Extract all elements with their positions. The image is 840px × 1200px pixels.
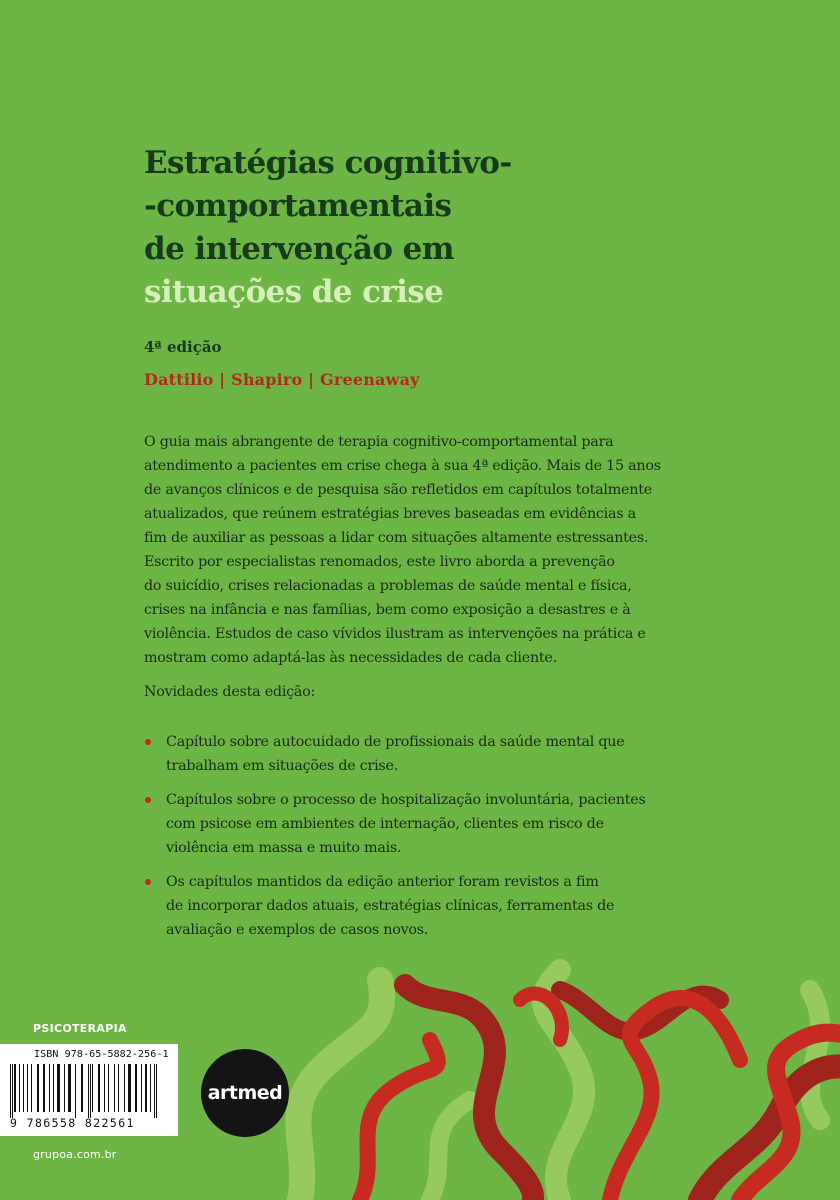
description-line: crises na infância e nas famílias, bem como exposição a desastres e à [144,602,631,618]
news-heading: Novidades desta edição: [144,684,316,700]
barcode-bar [57,1064,60,1112]
description [144,430,834,670]
barcode-bar [19,1064,20,1112]
list-item-line: avaliação e exemplos de casos novos. [166,922,429,938]
description-line: fim de auxiliar as pessoas a lidar com situações altamente estressantes. [144,530,649,546]
barcode-bar [27,1064,28,1112]
title-line-2: -comportamentais [144,188,452,224]
list-item [144,870,834,942]
barcode-bar [37,1064,39,1112]
list-item-line: trabalham em situações de crise. [166,758,399,774]
barcode-bar [75,1064,76,1118]
isbn-text: ISBN 978-65-5882-256-1 [34,1049,169,1060]
list-item-line: com psicose em ambientes de internação, clientes em risco de [166,816,604,832]
barcode-bar [150,1064,151,1112]
barcode-bar [92,1064,93,1112]
description-line: O guia mais abrangente de terapia cognitivo-comportamental para [144,434,614,450]
description-line: atualizados, que reúnem estratégias breves baseadas em evidências a [144,506,636,522]
category-label: PSICOTERAPIA [33,1022,127,1035]
list-item-line: violência em massa e muito mais. [166,840,402,856]
wave-light-green-4 [430,1100,470,1200]
barcode-bar [10,1064,11,1118]
barcode-bar [98,1064,100,1112]
description-line: Escrito por especialistas renomados, este livro aborda a prevenção [144,554,615,570]
description-line: atendimento a pacientes em crise chega à sua 4ª edição. Mais de 15 anos [144,458,661,474]
website-text: grupoa.com.br [33,1148,117,1161]
barcode-bar [156,1064,157,1118]
barcode-bar [12,1064,13,1118]
barcode-bar [108,1064,109,1112]
barcode-bar [104,1064,105,1112]
barcode-bar [90,1064,91,1118]
barcode-bar [68,1064,71,1112]
barcode-bar [124,1064,125,1112]
list-item-line: Capítulos sobre o processo de hospitalização involuntária, pacientes [166,792,646,808]
description-line: do suicídio, crises relacionadas a problemas de saúde mental e física, [144,578,632,594]
barcode-bar [23,1064,24,1112]
barcode-bar [64,1064,65,1112]
bullet-dot-icon [145,879,151,885]
barcode-icon [0,1064,178,1118]
description-line: violência. Estudos de caso vívidos ilustram as intervenções na prática e [144,626,646,642]
book-title [144,142,664,314]
edition-label: 4ª edição [144,338,222,356]
barcode-bar [49,1064,50,1112]
barcode-bar [53,1064,54,1112]
title-line-1: Estratégias cognitivo- [144,145,512,181]
barcode-bar [141,1064,142,1112]
list-item-line: de incorporar dados atuais, estratégias clínicas, ferramentas de [166,898,615,914]
description-line: mostram como adaptá-las às necessidades de cada cliente. [144,650,557,666]
barcode-bar [118,1064,119,1112]
publisher-logo-text: artmed [207,1082,283,1104]
list-item-line: Capítulo sobre autocuidado de profissionais da saúde mental que [166,734,625,750]
barcode-bar [154,1064,155,1118]
barcode-bar [135,1064,137,1112]
list-item [144,730,834,778]
description-line: de avanços clínicos e de pesquisa são refletidos em capítulos totalmente [144,482,652,498]
barcode-digits: 9 786558 822561 [10,1116,135,1130]
bullet-dot-icon [145,797,151,803]
barcode-bar [88,1064,89,1118]
barcode-bar [145,1064,147,1112]
barcode-bar [81,1064,83,1112]
list-item-line: Os capítulos mantidos da edição anterior foram revistos a fim [166,874,599,890]
barcode-bar [31,1064,32,1112]
list-item [144,788,834,860]
publisher-logo [201,1049,289,1137]
news-list [144,730,834,952]
barcode-bar [43,1064,45,1112]
title-line-3: de intervenção em [144,231,454,267]
wave-light-green-3 [810,990,820,1120]
bullet-dot-icon [145,739,151,745]
wave-red-1 [360,1040,438,1200]
barcode-bar [128,1064,131,1112]
authors-line: Dattilio | Shapiro | Greenaway [144,370,420,389]
barcode-bar [14,1064,16,1112]
barcode-bar [114,1064,115,1112]
title-accent-line: situações de crise [144,274,444,310]
